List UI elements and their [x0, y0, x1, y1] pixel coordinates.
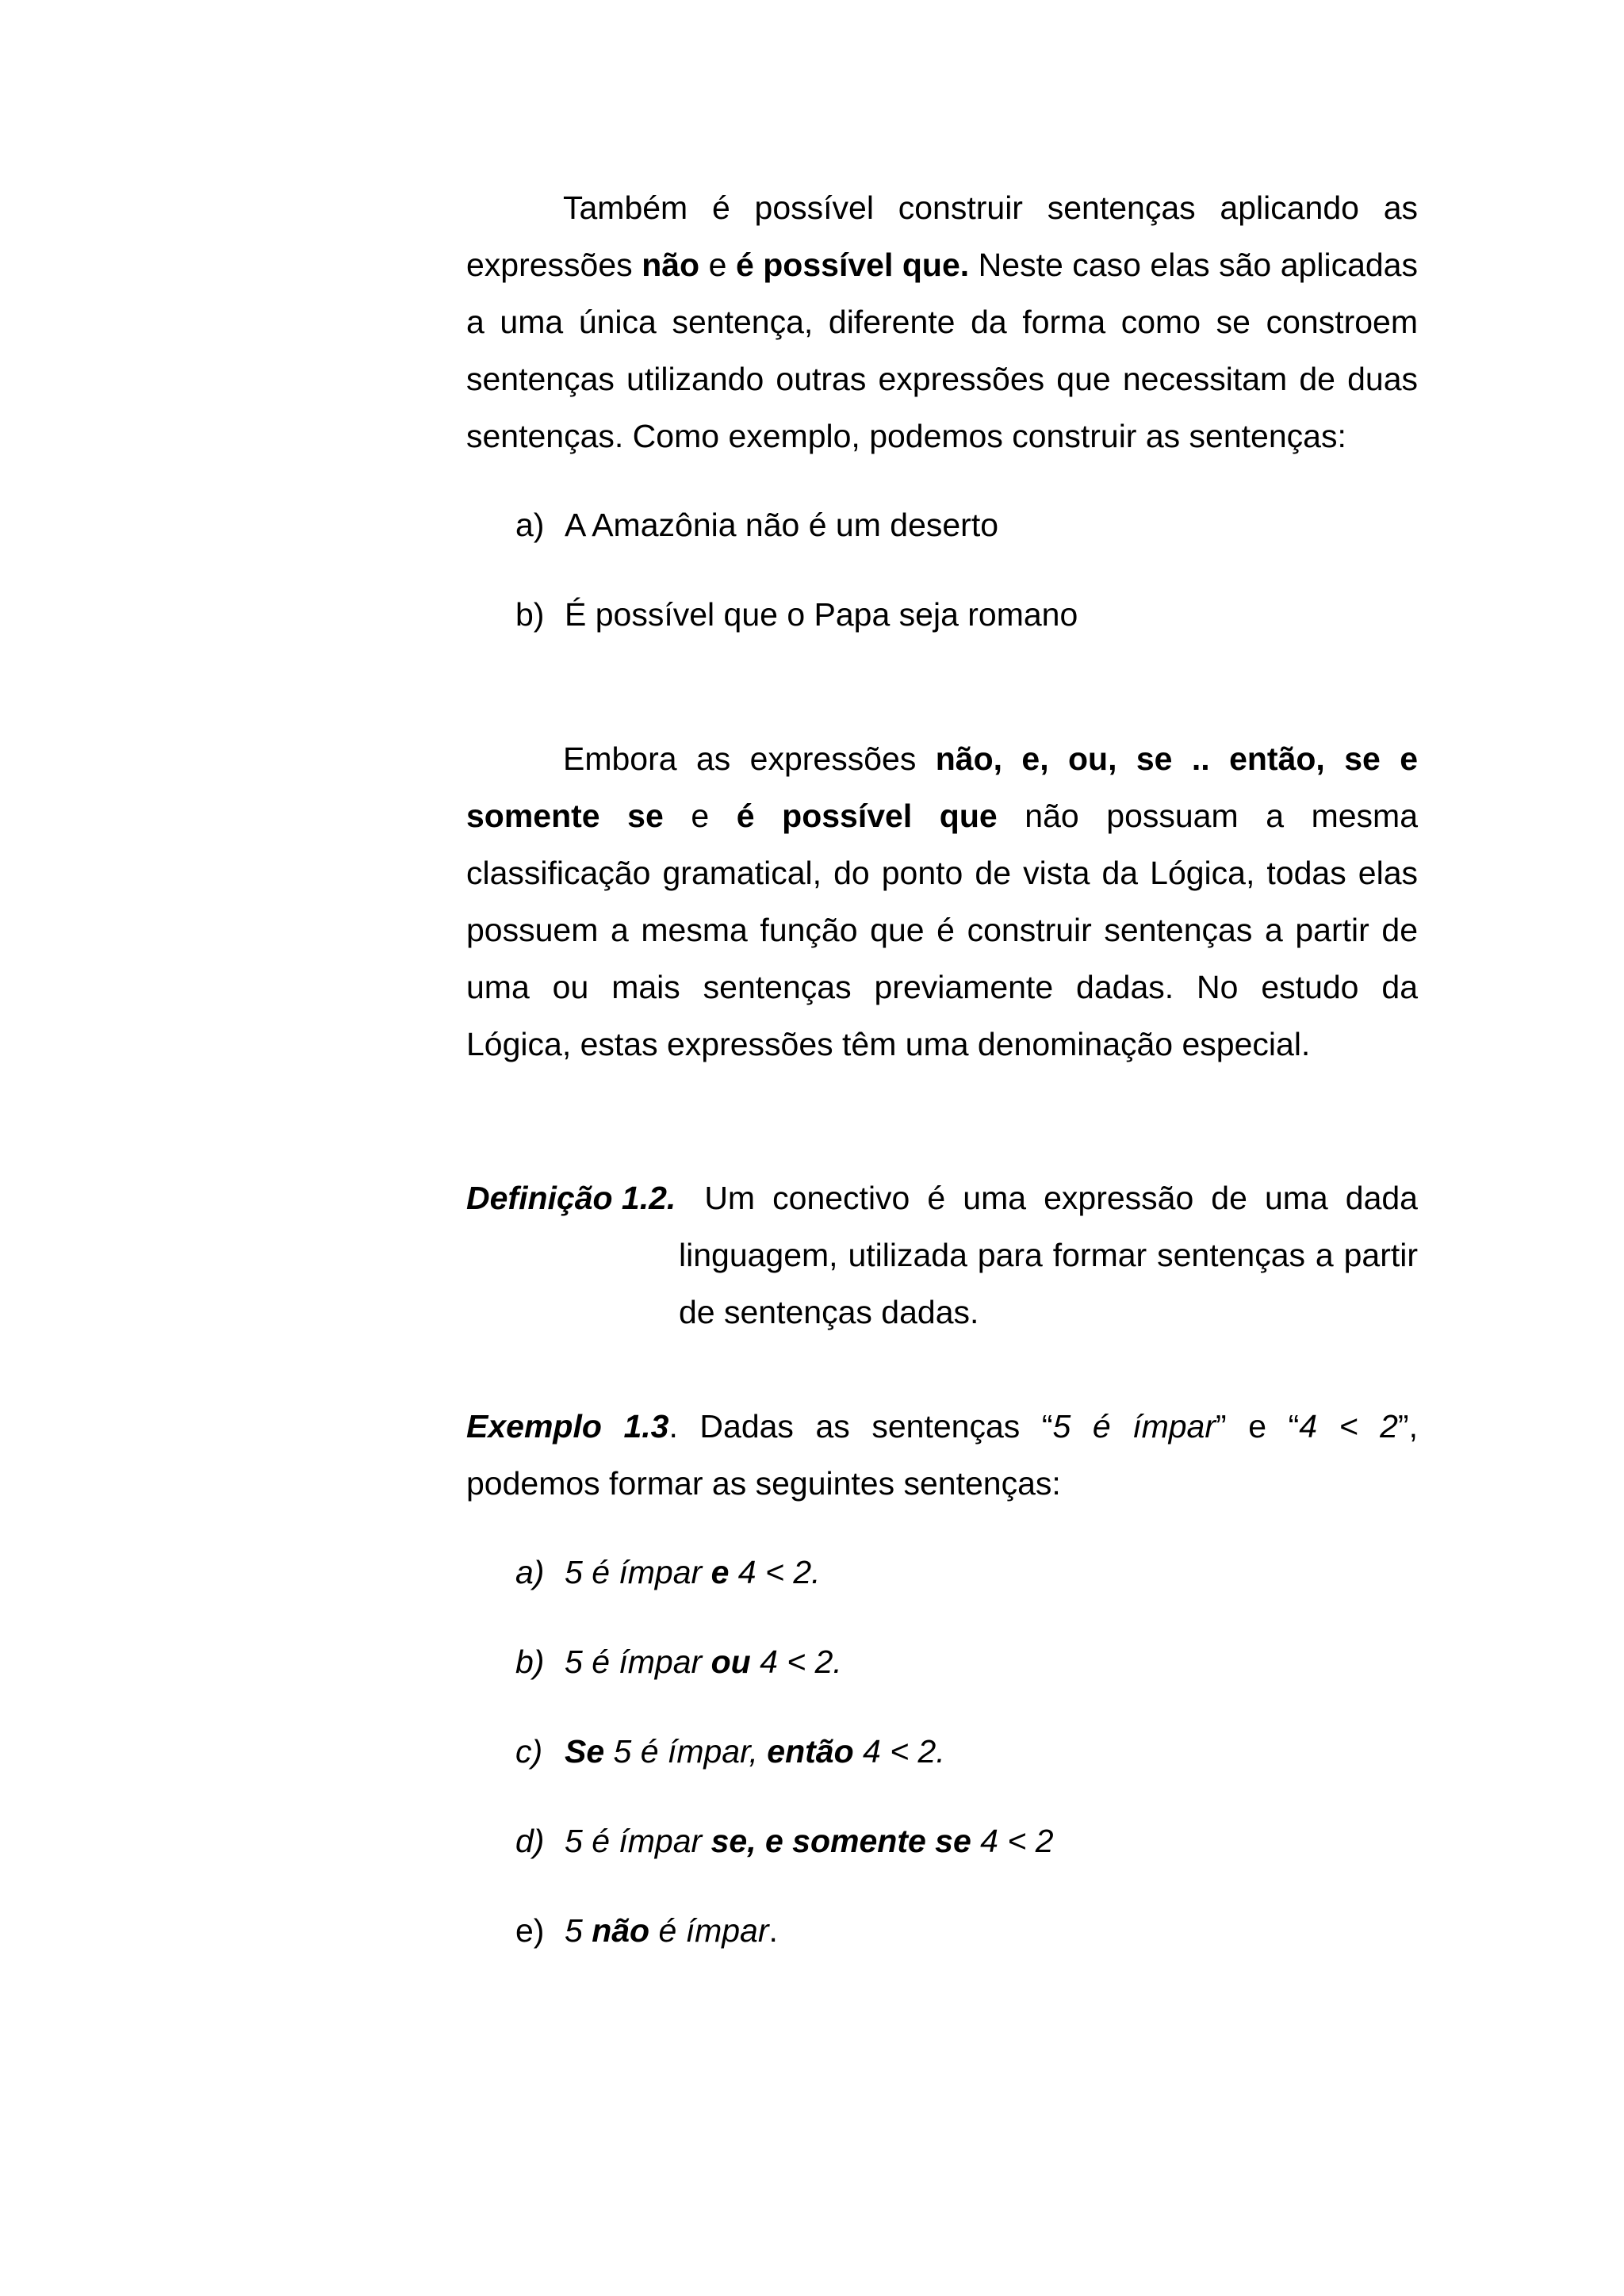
definition-text: Um conectivo é uma expressão de uma dada — [704, 1180, 1418, 1216]
spacer — [466, 465, 1418, 496]
list-item — [466, 1544, 1418, 1601]
example-text: . — [668, 1408, 678, 1445]
list-marker: d) — [515, 1823, 545, 1859]
list-item-text: 5 é ímpar, — [604, 1733, 768, 1770]
list-marker: b) — [515, 1644, 545, 1680]
list-marker: c) — [515, 1733, 543, 1770]
connective-bold: Se — [565, 1733, 605, 1770]
paragraph-text: Também é possível construir sentenças aplicando as expressões — [466, 189, 1418, 283]
paragraph-text: e — [699, 247, 736, 283]
example-text: ” e “ — [1216, 1408, 1300, 1445]
list-marker: b) — [515, 596, 545, 633]
list-marker: a) — [515, 507, 545, 543]
example-list-unary — [466, 496, 1418, 643]
list-item — [466, 586, 1418, 643]
paragraph-text: Neste caso elas são aplicadas a uma única sentença, diferente da forma como se constroem sentenças utilizando outras expressões que necessitam de duas sentenças. Como exemplo, podemos construir as sentenças: — [466, 247, 1418, 454]
list-item-text: 4 < 2. — [853, 1733, 945, 1770]
spacer — [466, 1512, 1418, 1544]
page-content — [466, 179, 1418, 1959]
list-item — [466, 496, 1418, 553]
list-marker: e) — [515, 1912, 545, 1949]
paragraph-connectives-unary — [466, 179, 1418, 465]
list-item-text: 5 é ímpar — [565, 1554, 711, 1590]
example-text: Dadas as sentenças “ — [677, 1408, 1053, 1445]
paragraph-text: e — [663, 798, 737, 834]
list-item-text: 5 é ímpar — [565, 1644, 711, 1680]
definition-first-line — [466, 1169, 1418, 1226]
spacer — [466, 1073, 1418, 1169]
sentence-italic: 4 < 2 — [1299, 1408, 1398, 1445]
list-item-text: 5 é ímpar — [565, 1823, 711, 1859]
definition-label: Definição 1.2. — [466, 1180, 676, 1216]
paragraph-connectives-function — [466, 730, 1418, 1073]
list-item-text: A Amazônia não é um deserto — [565, 507, 999, 543]
list-item — [466, 1902, 1418, 1959]
spacer — [466, 643, 1418, 730]
bold-term: não, e, ou, se .. então, se e somente se — [466, 740, 1419, 834]
bold-term: é possível que. — [735, 247, 970, 283]
list-item-text: 5 — [565, 1912, 592, 1949]
sentence-italic: 5 é ímpar — [1052, 1408, 1216, 1445]
connective-bold: então — [767, 1733, 854, 1770]
spacer — [466, 1341, 1418, 1398]
paragraph-text: Embora as expressões — [563, 740, 936, 777]
definition-block — [466, 1169, 1418, 1341]
list-item-text: . — [768, 1912, 778, 1949]
list-item — [466, 1723, 1418, 1780]
connective-bold: e — [710, 1554, 730, 1590]
example-list-connectives — [466, 1544, 1418, 1959]
connective-bold: ou — [710, 1644, 751, 1680]
bold-term: não — [642, 247, 700, 283]
definition-text: linguagem, utilizada para formar sentenças a partir de sentenças dadas. — [679, 1237, 1418, 1330]
example-label: Exemplo 1.3 — [466, 1408, 669, 1445]
list-item-text: É possível que o Papa seja romano — [565, 596, 1078, 633]
paragraph-text: não possuam a mesma classificação gramatical, do ponto de vista da Lógica, todas elas possuem a mesma função que é construir sentenças a partir de uma ou mais sentenças previamente dadas. No estudo da Lógica, estas expressões têm uma denominação especial. — [466, 798, 1418, 1062]
list-item-text: 4 < 2. — [750, 1644, 842, 1680]
connective-bold: não — [592, 1912, 650, 1949]
list-item-text: 4 < 2. — [729, 1554, 821, 1590]
list-item-text: 4 < 2 — [971, 1823, 1054, 1859]
connective-bold: se, e somente se — [710, 1823, 971, 1859]
list-marker: a) — [515, 1554, 545, 1590]
list-item — [466, 1812, 1418, 1869]
list-item-text: é ímpar — [649, 1912, 769, 1949]
bold-term: é possível que — [736, 798, 998, 834]
example-text: ”, podemos formar as seguintes sentenças: — [466, 1408, 1418, 1502]
list-item — [466, 1633, 1418, 1690]
example-paragraph — [466, 1398, 1418, 1512]
